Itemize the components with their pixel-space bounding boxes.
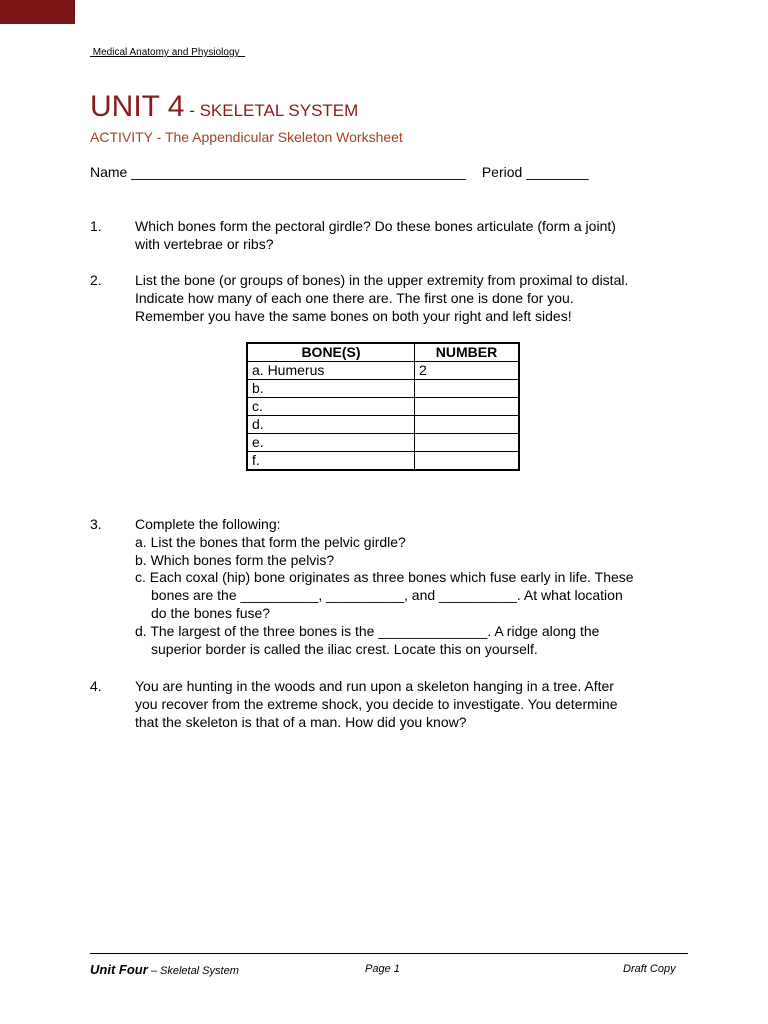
number-cell[interactable]: 2: [415, 362, 520, 380]
question-line: you recover from the extreme shock, you decide to investigate. You determine: [135, 695, 618, 712]
table-row: [247, 380, 519, 398]
footer-page-number: Page 1: [365, 963, 400, 975]
question-line: Which bones form the pectoral girdle? Do these bones articulate (form a joint): [135, 218, 616, 234]
bone-cell[interactable]: c.: [247, 398, 415, 416]
footer-unit: [90, 961, 239, 979]
name-period-line: [90, 164, 589, 180]
footer-divider: [90, 953, 688, 954]
course-header: Medical Anatomy and Physiology: [90, 47, 246, 58]
number-cell[interactable]: [415, 452, 520, 471]
period-label: Period: [481, 164, 523, 180]
number-cell[interactable]: [415, 398, 520, 416]
bone-cell[interactable]: d.: [247, 416, 415, 434]
table-row: [247, 416, 519, 434]
column-header-number: NUMBER: [415, 343, 520, 362]
name-label: Name: [90, 164, 128, 180]
number-cell[interactable]: [415, 380, 520, 398]
question-line: bones are the __________, __________, and __________. At what location: [151, 587, 623, 604]
number-cell[interactable]: [415, 434, 520, 452]
bone-cell[interactable]: f.: [247, 452, 415, 471]
question-number: 3.: [90, 516, 102, 532]
activity-title: ACTIVITY - The Appendicular Skeleton Worksheet: [90, 129, 403, 145]
question-number: 1.: [90, 218, 102, 234]
table-row: [247, 398, 519, 416]
column-header-bones: BONE(S): [247, 343, 415, 362]
question-line: You are hunting in the woods and run upon a skeleton hanging in a tree. After: [135, 678, 614, 694]
bone-cell[interactable]: a. Humerus: [247, 362, 415, 380]
table-header-row: [247, 343, 519, 362]
question-line: d. The largest of the three bones is the ______________. A ridge along the: [135, 622, 600, 639]
question-number: 4.: [90, 678, 102, 694]
table-row: [247, 362, 519, 380]
footer-status: Draft Copy: [623, 963, 676, 975]
bone-cell[interactable]: e.: [247, 434, 415, 452]
bones-table: [246, 342, 520, 471]
question-line: with vertebrae or ribs?: [135, 235, 274, 252]
question-line: a. List the bones that form the pelvic girdle?: [135, 533, 406, 550]
name-blank: ___________________________________________: [131, 164, 467, 180]
corner-color-block: [0, 0, 75, 24]
bone-cell[interactable]: b.: [247, 380, 415, 398]
table-row: [247, 434, 519, 452]
question-line: Indicate how many of each one there are. The first one is done for you.: [135, 289, 574, 306]
footer-section: – Skeletal System: [147, 965, 239, 977]
question-line: Remember you have the same bones on both your right and left sides!: [135, 307, 572, 324]
question-line: List the bone (or groups of bones) in the upper extremity from proximal to distal.: [135, 272, 629, 288]
table-row: [247, 452, 519, 471]
question-line: do the bones fuse?: [151, 604, 271, 621]
question-line: b. Which bones form the pelvis?: [135, 551, 335, 568]
footer-unit-name: Unit Four: [90, 962, 148, 977]
question-line: Complete the following:: [135, 516, 281, 532]
period-blank: ________: [526, 164, 589, 180]
unit-title: [90, 90, 358, 124]
number-cell[interactable]: [415, 416, 520, 434]
question-line: that the skeleton is that of a man. How did you know?: [135, 713, 467, 730]
unit-subtitle: - SKELETAL SYSTEM: [184, 101, 359, 120]
question-line: superior border is called the iliac crest. Locate this on yourself.: [151, 640, 538, 657]
unit-number: UNIT 4: [90, 90, 185, 123]
question-number: 2.: [90, 272, 102, 288]
question-line: c. Each coxal (hip) bone originates as three bones which fuse early in life. These: [135, 569, 634, 586]
